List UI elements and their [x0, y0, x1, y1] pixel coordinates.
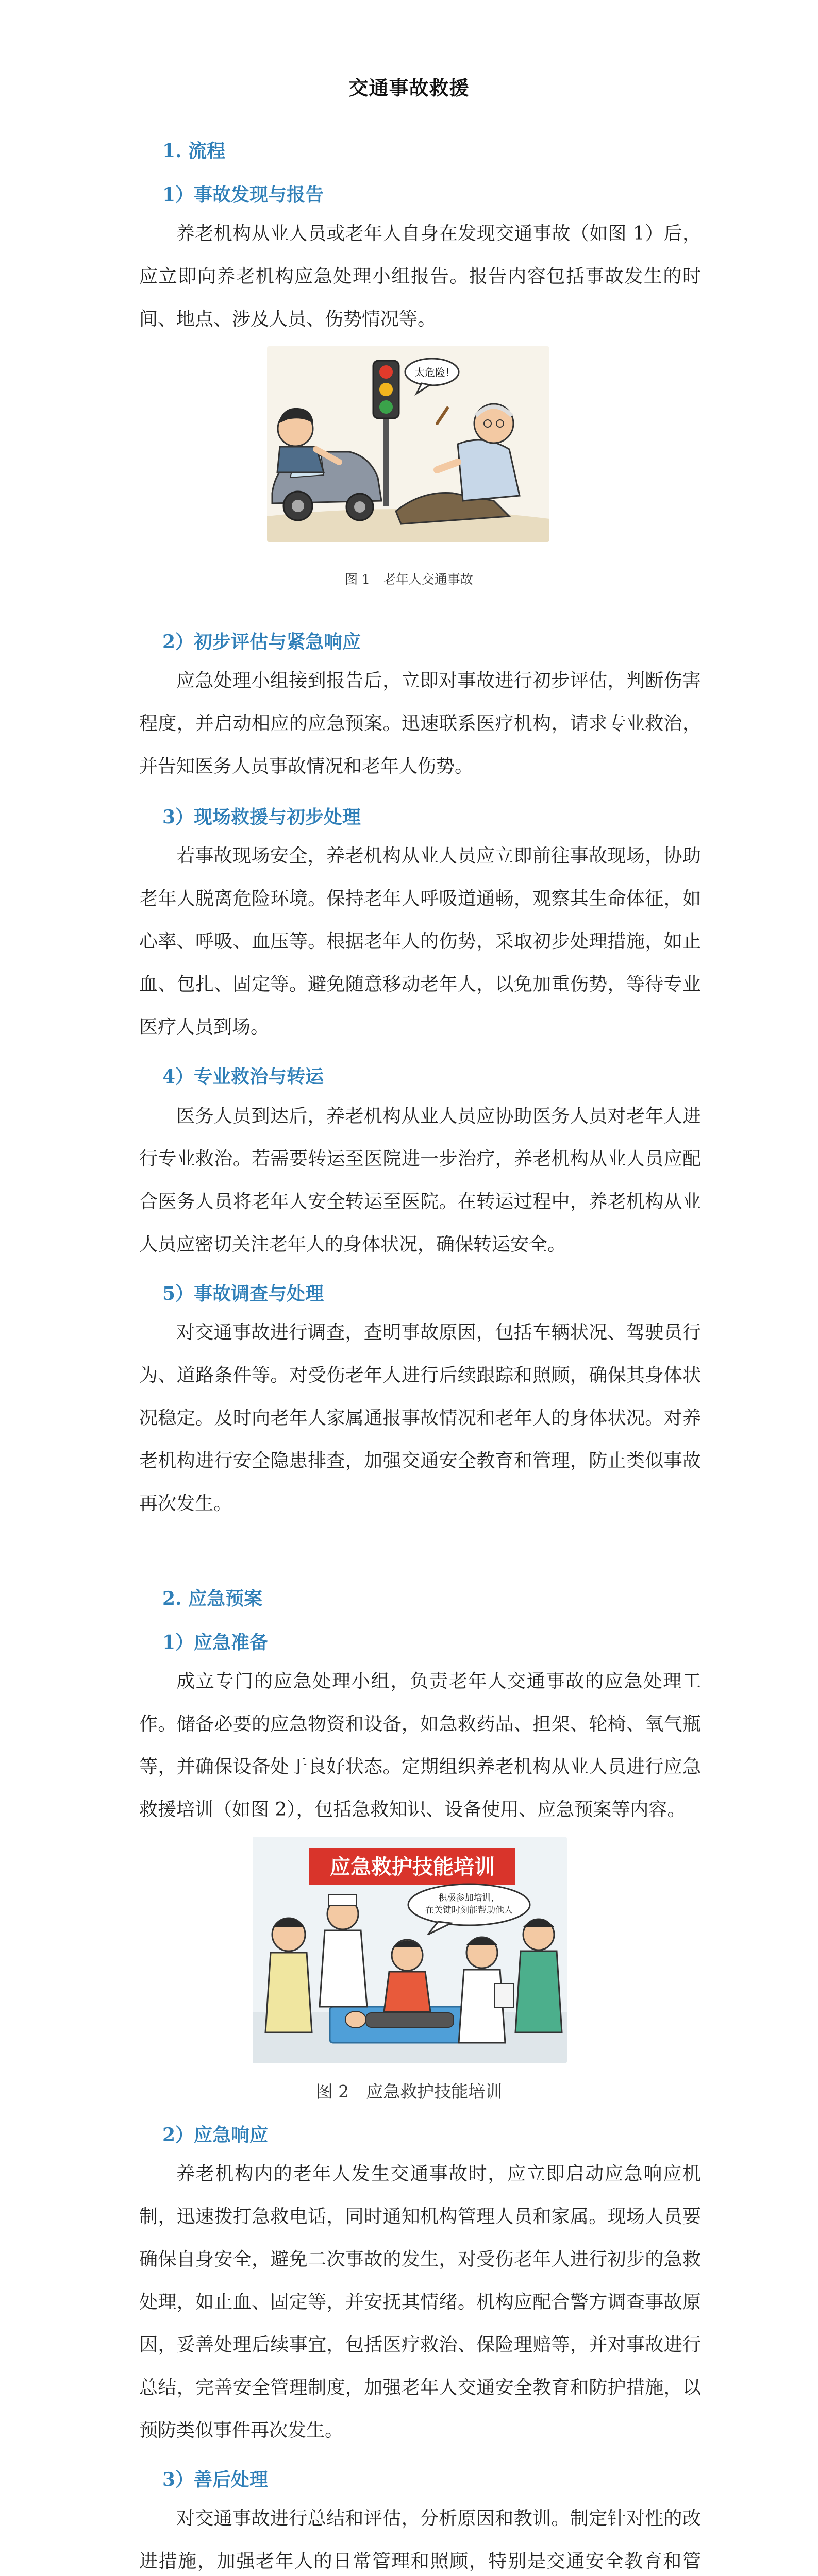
section-heading-emergency-plan: 2. 应急预案 — [162, 1588, 263, 1609]
section-heading-process: 1. 流程 — [162, 140, 226, 162]
subheading-aftermath: 3）善后处理 — [162, 2469, 269, 2490]
speech-line-2: 在关键时刻能帮助他人 — [425, 1905, 513, 1916]
trainee-left — [265, 1918, 312, 2033]
subheading-initial-assessment: 2）初步评估与紧急响应 — [162, 631, 361, 653]
page-title: 交通事故救援 — [348, 76, 470, 99]
subheading-discovery-report: 1）事故发现与报告 — [162, 184, 324, 206]
first-aid-training-illustration — [253, 1837, 567, 2063]
paragraph-onsite-rescue: 若事故现场安全，养老机构从业人员应立即前往事故现场，协助老年人脱离危险环境。保持老年人呼吸道通畅，观察其生命体征，如心率、呼吸、血压等。根据老年人的伤势，采取初步处理措施，如止血、包扎、固定等。避免随意移动老年人，以免加重伤势，等待专业医疗人员到场。 — [139, 845, 701, 1038]
speech-bubble-text: 太危险! — [414, 366, 450, 379]
subheading-emergency-preparation: 1）应急准备 — [162, 1632, 269, 1653]
subheading-professional-treatment: 4）专业救治与转运 — [162, 1066, 324, 1088]
paragraph-emergency-response: 养老机构内的老年人发生交通事故时，应立即启动应急响应机制，迅速拨打急救电话，同时通知机构管理人员和家属。现场人员要确保自身安全，避免二次事故的发生，对受伤老年人进行初步的急救处理，如止血、固定等，并安抚其情绪。机构应配合警方调查事故原因，妥善处理后续事宜，包括医疗救治、保险理赔等，并对事故进行总结，完善安全管理制度，加强老年人交通安全教育和防护措施，以预防类似事件再次发生。 — [139, 2163, 701, 2441]
subheading-investigation: 5）事故调查与处理 — [162, 1283, 324, 1304]
banner-text: 应急救护技能培训 — [330, 1855, 495, 1879]
speech-line-1: 积极参加培训， — [438, 1893, 500, 1903]
figure1-caption: 图 1 老年人交通事故 — [345, 572, 473, 587]
paragraph-professional-treatment: 医务人员到达后，养老机构从业人员应协助医务人员对老年人进行专业救治。若需要转运至医院进一步治疗，养老机构从业人员应配合医务人员将老年人安全转运至医院。在转运过程中，养老机构从业人员应密切关注老年人的身体状况，确保转运安全。 — [139, 1106, 701, 1255]
paragraph-discovery-report: 养老机构从业人员或老年人自身在发现交通事故（如图 1）后，应立即向养老机构应急处理小组报告。报告内容包括事故发生的时间、地点、涉及人员、伤势情况等。 — [139, 223, 701, 330]
paragraph-aftermath: 对交通事故进行总结和评估，分析原因和教训。制定针对性的改进措施，加强老年人的日常管理和照顾，特别是交通安全教育和管 — [139, 2508, 701, 2572]
figure-elderly-traffic-accident — [267, 346, 549, 542]
subheading-emergency-response: 2）应急响应 — [162, 2124, 269, 2146]
traffic-accident-illustration — [267, 346, 549, 542]
training-banner — [309, 1848, 515, 1885]
paragraph-investigation: 对交通事故进行调查，查明事故原因，包括车辆状况、驾驶员行为、道路条件等。对受伤老年人进行后续跟踪和照顾，确保其身体状况稳定。及时向老年人家属通报事故情况和老年人的身体状况。对养老机构进行安全隐患排查，加强交通安全教育和管理，防止类似事故再次发生。 — [139, 1322, 701, 1514]
figure2-caption: 图 2 应急救护技能培训 — [315, 2081, 503, 2102]
subheading-onsite-rescue: 3）现场救援与初步处理 — [162, 806, 361, 828]
lying-patient — [345, 2011, 454, 2028]
figure-first-aid-training — [253, 1837, 567, 2063]
paragraph-initial-assessment: 应急处理小组接到报告后，立即对事故进行初步评估，判断伤害程度，并启动相应的应急预案。迅速联系医疗机构，请求专业救治，并告知医务人员事故情况和老年人伤势。 — [139, 670, 701, 777]
paragraph-emergency-preparation: 成立专门的应急处理小组，负责老年人交通事故的应急处理工作。储备必要的应急物资和设备，如急救药品、担架、轮椅、氧气瓶等，并确保设备处于良好状态。定期组织养老机构从业人员进行应急救援培训（如图 2），包括急救知识、设备使用、应急预案等内容。 — [139, 1671, 701, 1820]
